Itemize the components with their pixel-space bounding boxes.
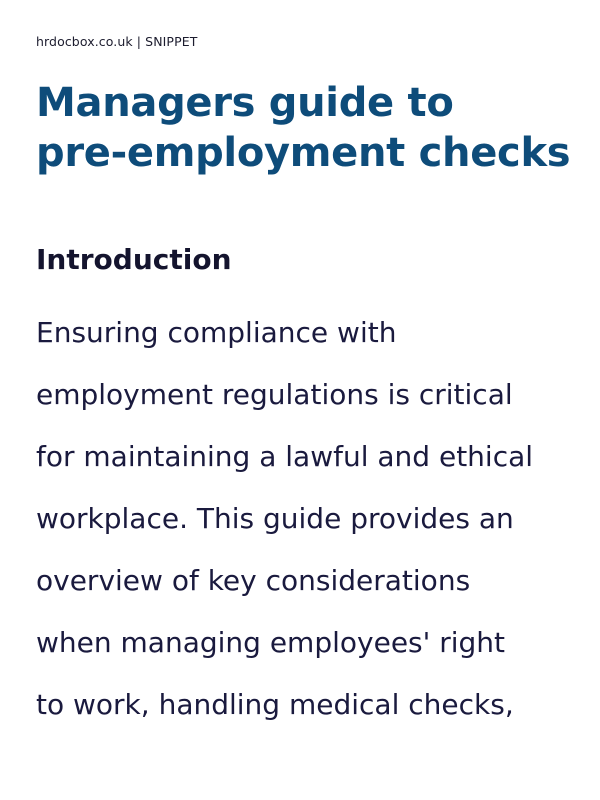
body-line: to work, handling medical checks, [36, 688, 514, 721]
section-heading: Introduction [36, 243, 232, 276]
title-line-1: Managers guide to [36, 80, 454, 126]
body-line: when managing employees' right [36, 626, 506, 659]
body-line: overview of key considerations [36, 564, 471, 597]
page-title [36, 78, 576, 178]
source-label: hrdocbox.co.uk | SNIPPET [36, 34, 198, 49]
body-paragraph [36, 302, 566, 736]
body-line: workplace. This guide provides an [36, 502, 514, 535]
body-line: employment regulations is critical [36, 378, 513, 411]
body-line: for maintaining a lawful and ethical [36, 440, 534, 473]
body-line: Ensuring compliance with [36, 316, 397, 349]
title-line-2: pre-employment checks [36, 130, 571, 176]
